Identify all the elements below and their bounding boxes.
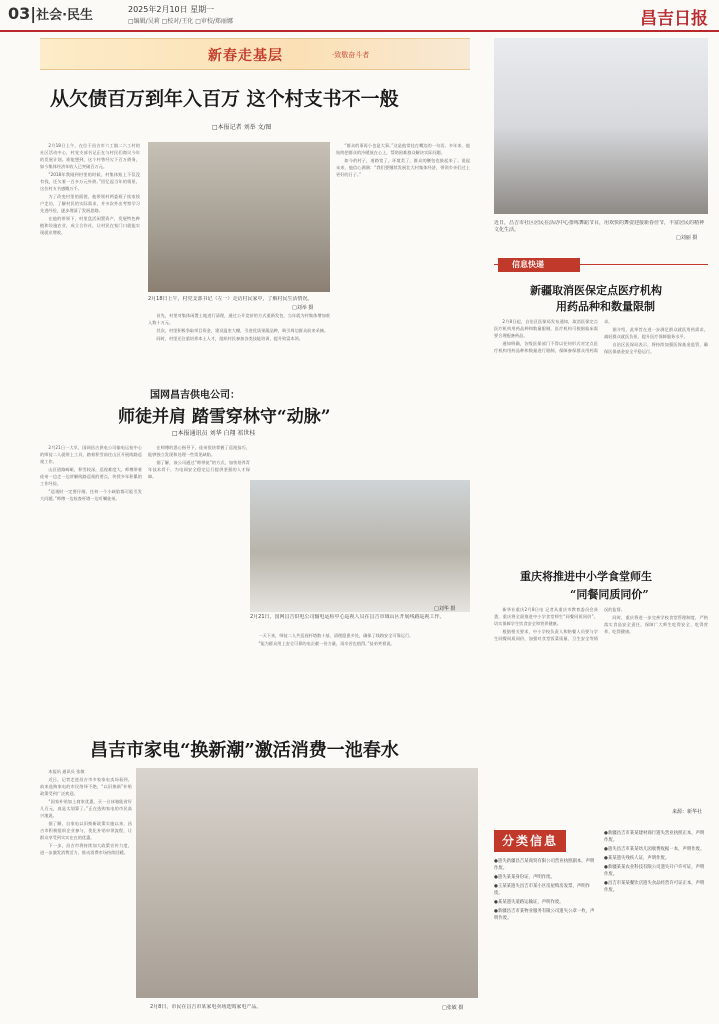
banner-title: 新春走基层 xyxy=(208,48,283,64)
article4-title-1: 重庆将推进中小学食堂师生 xyxy=(520,570,652,583)
article2-photo xyxy=(250,480,470,612)
column-banner xyxy=(40,38,470,70)
banner-subtitle: ·致敬奋斗者 xyxy=(332,51,370,59)
article1-photo xyxy=(148,142,330,292)
page-header xyxy=(0,0,719,32)
classified-item: ●昌吉市某某餐饮店遗失食品经营许可证正本，声明作废。 xyxy=(604,881,705,893)
classified-col1 xyxy=(494,858,598,1018)
article4-source: 来源：新华社 xyxy=(672,809,703,815)
news-flash-title-1: 新疆取消医保定点医疗机构 xyxy=(530,284,662,297)
editor-credits: □编辑/吴莉 □校对/王化 □审校/郑丽娜 xyxy=(128,18,233,25)
right-photo xyxy=(494,38,708,214)
classified-item: ●遗失某某身份证，声明作废。 xyxy=(494,875,555,880)
classified-item: ●某某遗失道路运输证，声明作废。 xyxy=(494,900,564,905)
news-flash-body: 2月8日起，自治区医保局发布通知，取消医保定点医疗机构用药品种和数量限制，医疗机构可根据临床需要合理配备药品。 通知明确，各级医保部门不得以任何形式对定点医疗机构用药品种和数量进行限制，保障参保群众用药需求。 据介绍，此举旨在进一步满足群众就医用药需求，减轻群众就医负担，提升医疗保障服务水平。 自治区医保局表示，将持续加强医保基金监管，确保医保基金安全平稳运行。 xyxy=(494,319,708,354)
article2-photo-caption: 2月21日，国网昌吉供电公司输电运检中心巡视人员在昌吉市域山区开展线路巡视工作。 xyxy=(250,614,445,620)
article1-title: 从欠债百万到年入百万 这个村支书不一般 xyxy=(50,88,399,110)
article2-col1: 2月21日一大早，国网昌吉供电公司输电运检中心的师徒二人就带上工具，踏着积雪前往山区开展线路巡视工作。 山区道路崎岖，积雪较深，巡视难度大。师傅带着徒弟一边走一边讲解线路巡视的要点，传授多年积累的工作经验。 “巡视时一定要仔细，任何一个小缺陷都可能引发大问题。”师傅一边检查杆塔一边叮嘱徒弟。 xyxy=(40,445,142,501)
article4-title-2: “同餐同质同价” xyxy=(570,588,649,601)
classified-item: ●遗失新疆昌吉某商贸有限公司营业执照副本，声明作废。 xyxy=(494,859,595,871)
article1-col-right: “群众的事再小也是大事。”这是他常挂在嘴边的一句话。多年来，他始终把群众的冷暖放在心上，帮助困难群众解决实际问题。 如今的村子，道路宽了，环境美了，群众的腰包也鼓起来了。说起未来，他信心满满：“我们要继续发展壮大村集体经济，带领乡亲们过上更好的日子。” xyxy=(336,143,470,177)
classified-item: ●某某遗失残疾人证，声明作废。 xyxy=(604,856,670,861)
news-flash-title-2: 用药品种和数量限制 xyxy=(556,300,655,313)
article1-col2: 首先，村里对集体闲置土地进行清理，通过公开竞价的方式重新发包，当年就为村集体增加收入数十万元。 其次，村里积极争取项目资金，建设温室大棚，引进优质果蔬品种，吸引周边群众前来采摘。 同时，村里还注重培养本土人才，组织村民参加各类技能培训，提升致富本领。 xyxy=(148,313,330,341)
classified-item: ●新疆昌吉市某物业服务有限公司遗失公章一枚，声明作废。 xyxy=(494,909,595,921)
article2-photo-credit: □刘华 摄 xyxy=(434,606,456,612)
article1-col1: 2月18日上午，在位于昌吉市六工镇二六工村的社区活动中心，村党支部书记正在与村民们商议今年的发展计划。谁能想到，这个村曾经欠下百万债务，如今集体经济年收入已突破百万元。 “2018年我刚到村里的时候，村集体账上不仅没有钱，还欠着一百多万元外债。”回忆起当年的情景，这位村支书感慨万千。 为了改变村里的面貌，他带领村两委班子挨家挨户走访，了解村民的实际需求，并多次外出考察学习先进经验，逐步理清了发展思路。 在他的带领下，村里盘活闲置资产，发展特色种植和设施农业，成立合作社，让村民在家门口就能实现就业增收。 xyxy=(40,143,140,235)
article2-title: 师徒并肩 踏雪穿林守“动脉” xyxy=(118,407,331,427)
classified-item: ●王某某遗失昌吉市某小区房屋购房发票，声明作废。 xyxy=(494,884,591,896)
article3-photo-caption: 2月8日，市民在昌吉市某家电卖场选购家电产品。 xyxy=(150,1004,262,1010)
right-photo-caption: 近日，昌吉市社区居民在活动中心排练舞蹈节目，用欢快的舞姿迎接新春佳节，丰富居民的精神文化生活。 xyxy=(494,220,705,233)
article3-title: 昌吉市家电“换新潮”激活消费一池春水 xyxy=(90,740,399,761)
article1-photo-credit: □刘举 摄 xyxy=(292,305,314,311)
right-photo-credit: □刘丽 摄 xyxy=(676,235,698,241)
classified-item: ●新疆某某农业科技有限公司遗失开户许可证，声明作废。 xyxy=(604,865,705,877)
news-flash-tag: 信息快递 xyxy=(498,258,580,272)
article3-photo xyxy=(136,768,478,998)
article1-byline: □本报记者 刘举 文/图 xyxy=(212,124,272,131)
article2-col3: 一天下来，师徒二人共巡视杆塔数十基，清理隐患多处，确保了线路安全可靠运行。 “能为群众用上安全可靠的电贡献一份力量，再辛苦也值得。”徒弟笑着说。 xyxy=(258,633,414,646)
classified-item: ●新疆昌吉市某某建材商行遗失营业执照正本，声明作废。 xyxy=(604,831,705,843)
article4-body: 新华社重庆2月8日电 记者从重庆市教育委员会获悉，重庆将全面推进中小学食堂师生“同餐同质同价”，切实保障学生饮食安全和营养健康。 根据相关要求，中小学校负责人和陪餐人员要与学生同餐同质同价，加强对食堂饭菜质量、卫生安全等情况的监督。 同时，重庆将进一步完善学校食堂管理制度，严格落实食品安全责任，保障广大师生吃得安全、吃得营养、吃得健康。 xyxy=(494,607,708,641)
classified-item: ●遗失昌吉市某某幼儿园收费收据一本，声明作废。 xyxy=(604,847,705,852)
issue-date: 2025年2月10日 星期一 xyxy=(128,5,215,14)
article2-byline: □本报通讯员 刘华 白翔 祁世桂 xyxy=(172,430,256,437)
page-number-section: 03|社会·民生 xyxy=(8,4,94,23)
article3-photo-credit: □张敏 摄 xyxy=(442,1005,464,1011)
newspaper-logo: 昌吉日报 xyxy=(640,9,708,29)
article2-kicker: 国网昌吉供电公司： xyxy=(150,390,240,401)
article1-photo-caption: 2月18日上午，村党支部书记（左一）走访村民家中，了解村民生活情况。 xyxy=(148,296,313,302)
article2-col2: 在师傅的悉心指导下，徒弟很快掌握了巡视技巧，能够独立发现和处理一些常见缺陷。 据了解，该公司通过“师带徒”的方式，加快培养青年技术骨干，为电网安全稳定运行提供坚强的人才保障。 xyxy=(148,445,250,479)
classified-title: 分类信息 xyxy=(494,830,566,852)
article3-body: 本报讯 通讯员 张敏 近日，记者走进昌吉市多家家电卖场看到，前来选购家电的市民络绎不绝，“以旧换新”补贴政策受到广泛欢迎。 “国家补贴加上商家优惠，买一台冰箱能省好几百元，真是太划算了。”正在选购家电的市民高兴地说。 据了解，自家电以旧换新政策实施以来，昌吉市积极组织企业参与，优化补贴申领流程，让群众享受到实实在在的优惠。 下一步，昌吉市将持续加大政策宣传力度，进一步激发消费活力，推动消费市场持续回暖。 xyxy=(40,769,132,855)
classified-col2 xyxy=(604,830,708,1018)
